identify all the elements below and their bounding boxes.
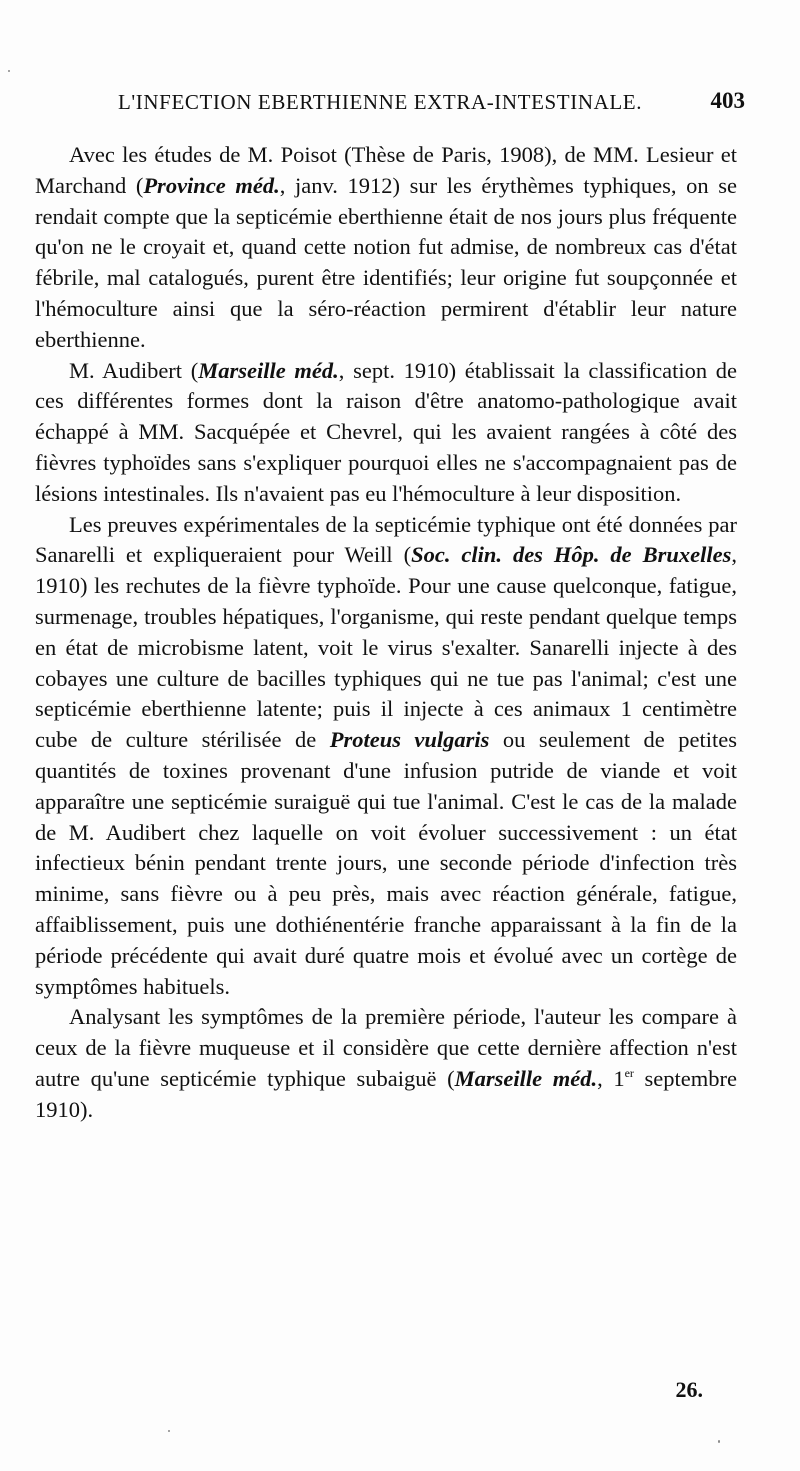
page-number: 403 — [710, 88, 745, 113]
species-name: Proteus vulgaris — [329, 727, 490, 753]
paper-speck — [718, 1440, 720, 1443]
page-header — [30, 88, 745, 124]
text-segment: Analysant les symptômes de la première période, l'auteur les compare à ceux de la fièvre muqueuse et il considère que cette dernière affection n'est autre qu'une septicémie typhique subaiguë ( — [35, 1004, 737, 1091]
running-title: L'INFECTION EBERTHIENNE EXTRA-INTESTINALE. — [118, 90, 643, 114]
superscript: er — [624, 1065, 634, 1080]
text-segment: , 1 — [597, 1065, 625, 1091]
text-segment: M. Audibert ( — [69, 357, 199, 383]
text-segment: , janv. 1912) sur les érythèmes typhiques, on se rendait compte que la septicémie eberthienne était de nos jours plus fréquente qu'on ne le croyait et, quand cette notion fut admise, de nombreux cas d'état fébrile, mal catalogués, purent être identifiés; leur origine fut soupçonnée et l'hémoculture ainsi que la séro-réaction permirent d'établir leur nature eberthienne. — [35, 172, 737, 352]
text-segment: Les preuves expérimentales de la septicémie typhique ont été données par Sanarelli et expliqueraient pour Weill ( — [35, 511, 737, 568]
paragraph-1 — [35, 140, 737, 356]
paragraph-2 — [35, 356, 737, 510]
citation-title: Marseille méd. — [454, 1065, 598, 1091]
body-text — [35, 140, 737, 1126]
text-segment: , 1910) les rechutes de la fièvre typhoïde. Pour une cause quelconque, fatigue, surmenage, troubles hépatiques, l'organisme, qui reste pendant quelque temps en état de microbisme latent, voit le virus s'exalter. Sanarelli injecte à des cobayes une culture de bacilles typhiques qui ne tue pas l'animal; c'est une septicémie eberthienne latente; puis il injecte à ces animaux 1 centimètre cube de culture stérilisée de — [35, 542, 737, 753]
signature-mark: 26. — [675, 1377, 703, 1402]
paragraph-3 — [35, 510, 737, 1003]
text-segment: , sept. 1910) établissait la classification de ces différentes formes dont la raison d'être anatomo-pathologique avait échappé à MM. Sacquépée et Chevrel, qui les avaient rangées à côté des fièvres typhoïdes sans s'expliquer pourquoi elles ne s'accompagnaient pas de lésions intestinales. Ils n'avaient pas eu l'hémoculture à leur disposition. — [35, 357, 738, 506]
paragraph-4 — [35, 1002, 737, 1125]
paper-speck — [8, 70, 10, 72]
citation-title: Marseille méd. — [198, 357, 339, 383]
text-segment: septembre 1910). — [35, 1065, 738, 1122]
citation-title: Soc. clin. des Hôp. de Bruxelles — [411, 542, 732, 568]
citation-title: Province méd. — [143, 172, 280, 198]
paper-speck — [168, 1430, 170, 1432]
text-segment: Avec les études de M. Poisot (Thèse de Paris, 1908), de MM. Lesieur et Marchand ( — [35, 142, 737, 198]
text-segment: ou seulement de petites quantités de toxines provenant d'une infusion putride de viande et voit apparaître une septicémie suraiguë qui tue l'animal. C'est le cas de la malade de M. Audibert chez laquelle on voit évoluer successivement : un état infectieux bénin pendant trente jours, une seconde période d'infection très minime, sans fièvre ou à peu près, mais avec réaction générale, fatigue, affaiblissement, puis une dothiénentérie franche apparaissant à la fin de la période précédente qui avait duré quatre mois et évolué avec un cortège de symptômes habituels. — [35, 727, 737, 999]
